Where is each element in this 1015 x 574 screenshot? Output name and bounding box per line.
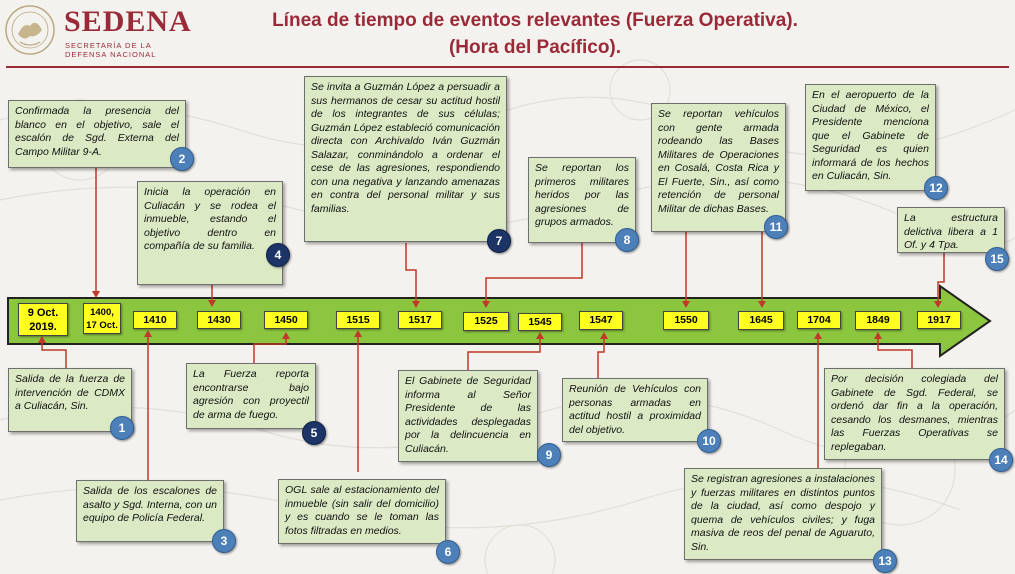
badge-4: 4: [266, 243, 290, 267]
event-box-8: Se reportan los primeros militares heridos por las agresiones de grupos armados.: [528, 157, 636, 243]
timeline-label-1545: 1545: [518, 313, 562, 331]
timeline-label-1430: 1430: [197, 311, 241, 329]
timeline-label-date-9oct: 9 Oct. 2019.: [18, 303, 68, 336]
timeline-label-1645: 1645: [738, 311, 784, 330]
event-box-4: Inicia la operación en Culiacán y se rodea el inmueble, estando el objetivo dentro en compañía de su familia.: [137, 181, 283, 285]
logo-wordmark: SEDENA: [64, 5, 192, 38]
badge-5: 5: [302, 421, 326, 445]
timeline-label-1525: 1525: [463, 312, 509, 331]
event-box-11: Se reportan vehículos con gente armada rodeando las Bases Militares de Operaciones en Cosalá, Costa Rica y El Fuerte, Sin., así como retención de personal Militar de dichas Bases.: [651, 103, 786, 232]
badge-3: 3: [212, 529, 236, 553]
timeline-label-1410: 1410: [133, 311, 177, 329]
event-box-15: La estructura delictiva libera a 1 Of. y 4 Tpa.: [897, 207, 1005, 253]
timeline-label-1704: 1704: [797, 311, 841, 329]
logo-subtitle-line1: SECRETARÍA DE LA: [65, 41, 152, 50]
event-box-2: Confirmada la presencia del blanco en el objetivo, sale el escalón de Sgd. Externa del Campo Militar 9-A.: [8, 100, 186, 168]
timeline-label-1849: 1849: [855, 311, 901, 330]
title-line1: Línea de tiempo de eventos relevantes (Fuerza Operativa).: [272, 10, 798, 31]
connector-7: [406, 243, 416, 306]
event-box-9: El Gabinete de Seguridad informa al Señor Presidente de las actividades desplegadas por la delincuencia en Culiacán.: [398, 370, 538, 462]
logo-subtitle-line2: DEFENSA NACIONAL: [65, 50, 157, 59]
badge-11: 11: [764, 215, 788, 239]
badge-10: 10: [697, 429, 721, 453]
badge-8: 8: [615, 228, 639, 252]
badge-15: 15: [985, 247, 1009, 271]
timeline-label-1550: 1550: [663, 311, 709, 330]
badge-14: 14: [989, 448, 1013, 472]
event-box-7: Se invita a Guzmán López a persuadir a sus hermanos de cesar su actitud hostil de los integrantes de sus células; Guzmán López estableció comunicación directa con Archivaldo Iván Guzmán Salazar, conminándolo a ordenar el cese de las agresiones, respondiendo con una negativa y lanzando amenazas en contra del personal militar y sus familias.: [304, 76, 507, 242]
timeline-label-1517: 1517: [398, 311, 442, 329]
event-box-6: OGL sale al estacionamiento del inmueble (sin salir del domicilio) y es cuando se le toman las fotos filtradas en medios.: [278, 479, 446, 544]
timeline-label-1450: 1450: [264, 311, 308, 329]
badge-7: 7: [487, 229, 511, 253]
badge-12: 12: [924, 176, 948, 200]
event-box-10: Reunión de Vehículos con personas armadas en actitud hostil a proximidad del objetivo.: [562, 378, 708, 442]
timeline-label-1917: 1917: [917, 311, 961, 329]
event-box-14: Por decisión colegiada del Gabinete de Sgd. Federal, se ordenó dar fin a la operación, cesando los desmanes, mientras las Fuerzas Operativas se replegaban.: [824, 368, 1005, 460]
event-box-13: Se registran agresiones a instalaciones y fuerzas militares en distintos puntos de la ciudad, así como despojo y quema de vehículos civiles; y fuga masiva de reos del penal de Aguaruto, Sin.: [684, 468, 882, 560]
badge-9: 9: [537, 443, 561, 467]
badge-13: 13: [873, 549, 897, 573]
title-line2: (Hora del Pacífico).: [448, 37, 622, 58]
badge-2: 2: [170, 147, 194, 171]
timeline-label-1400-17oct: 1400, 17 Oct.: [83, 303, 121, 334]
event-box-3: Salida de los escalones de asalto y Sgd. Interna, con un equipo de Policía Federal.: [76, 480, 224, 542]
event-box-5: La Fuerza reporta encontrarse bajo agresión con proyectil de arma de fuego.: [186, 363, 316, 429]
badge-1: 1: [110, 416, 134, 440]
event-box-1: Salida de la fuerza de intervención de CDMX a Culiacán, Sin.: [8, 368, 132, 432]
timeline-label-1515: 1515: [336, 311, 380, 329]
event-box-12: En el aeropuerto de la Ciudad de México, el Presidente menciona que el Gabinete de Seguridad es quien informará de los hechos en Culiacán, Sin.: [805, 84, 936, 191]
badge-6: 6: [436, 540, 460, 564]
timeline-label-1547: 1547: [579, 311, 623, 330]
